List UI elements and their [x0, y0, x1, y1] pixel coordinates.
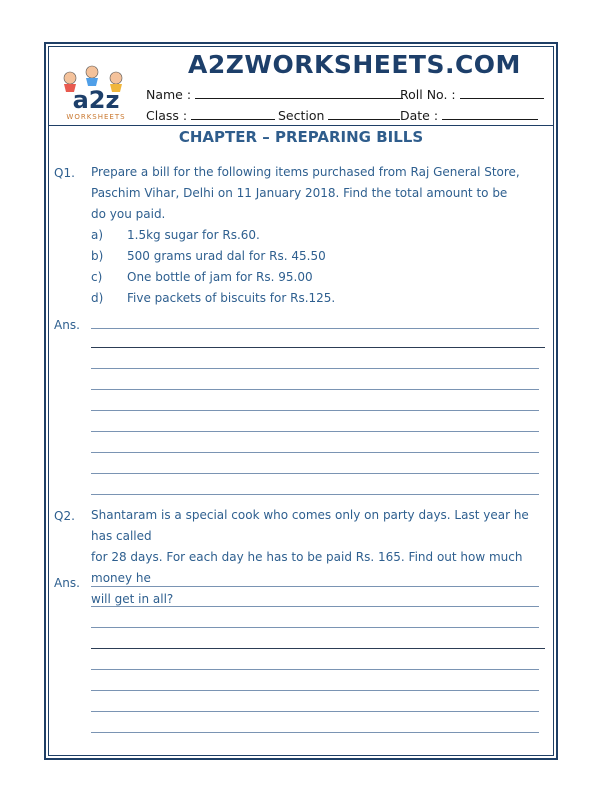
- q1-option-letter: a): [91, 228, 104, 242]
- q1-answer-line[interactable]: [91, 452, 539, 453]
- roll-label: Roll No. :: [400, 87, 456, 102]
- roll-field[interactable]: [400, 86, 544, 102]
- section-label: Section: [278, 108, 325, 123]
- q1-text: [91, 162, 543, 225]
- q2-line: will get in all?: [91, 592, 174, 606]
- name-blank[interactable]: [195, 86, 403, 99]
- section-field[interactable]: [278, 107, 400, 123]
- chapter-title: CHAPTER – PREPARING BILLS: [178, 128, 424, 146]
- class-field[interactable]: [146, 107, 275, 123]
- q2-number: Q2.: [54, 509, 75, 523]
- q2-answer-line[interactable]: [91, 732, 539, 733]
- q1-answer-line[interactable]: [91, 431, 539, 432]
- q1-option-letter: c): [91, 270, 103, 284]
- logo-a2z-text: a2z: [72, 86, 120, 114]
- class-label: Class :: [146, 108, 188, 123]
- q2-line: for 28 days. For each day he has to be paid Rs. 165. Find out how much money he: [91, 550, 523, 585]
- a2z-logo: [56, 64, 136, 122]
- site-title: A2ZWORKSHEETS.COM: [188, 50, 521, 79]
- q2-answer-line[interactable]: [91, 690, 539, 691]
- q2-line: Shantaram is a special cook who comes only on party days. Last year he has called: [91, 508, 529, 543]
- page-frame-inner: [48, 46, 554, 756]
- date-field[interactable]: [400, 107, 538, 123]
- q1-answer-label: Ans.: [54, 318, 80, 332]
- q1-answer-line[interactable]: [91, 347, 545, 348]
- q1-answer-line[interactable]: [91, 410, 539, 411]
- q1-line: Paschim Vihar, Delhi on 11 January 2018. Find the total amount to be: [91, 186, 508, 200]
- name-label: Name :: [146, 87, 192, 102]
- q1-answer-line[interactable]: [91, 473, 539, 474]
- q1-option-letter: d): [91, 291, 104, 305]
- section-blank[interactable]: [328, 107, 400, 120]
- logo-caption-text: WORKSHEETS: [66, 113, 126, 121]
- q2-answer-line[interactable]: [91, 648, 545, 649]
- q1-line: Prepare a bill for the following items purchased from Raj General Store,: [91, 165, 520, 179]
- q1-option-letter: b): [91, 249, 104, 263]
- q2-answer-line[interactable]: [91, 669, 539, 670]
- q1-option-text: 1.5kg sugar for Rs.60.: [127, 228, 260, 242]
- q1-number: Q1.: [54, 166, 75, 180]
- q1-option-text: 500 grams urad dal for Rs. 45.50: [127, 249, 326, 263]
- name-field[interactable]: [146, 86, 403, 102]
- q2-answer-label: Ans.: [54, 576, 80, 590]
- q1-option-text: One bottle of jam for Rs. 95.00: [127, 270, 313, 284]
- q2-answer-line[interactable]: [91, 606, 539, 607]
- q1-answer-line[interactable]: [91, 368, 539, 369]
- q2-answer-line[interactable]: [91, 586, 539, 587]
- q2-answer-line[interactable]: [91, 711, 539, 712]
- class-blank[interactable]: [191, 107, 275, 120]
- q2-answer-line[interactable]: [91, 627, 539, 628]
- header-divider: [48, 125, 554, 126]
- q1-option-text: Five packets of biscuits for Rs.125.: [127, 291, 336, 305]
- date-blank[interactable]: [442, 107, 538, 120]
- q1-answer-line[interactable]: [91, 494, 539, 495]
- q2-text: [91, 505, 543, 610]
- q1-answer-line[interactable]: [91, 389, 539, 390]
- q1-line: do you paid.: [91, 207, 166, 221]
- roll-blank[interactable]: [460, 86, 544, 99]
- q1-answer-line[interactable]: [91, 328, 539, 329]
- date-label: Date :: [400, 108, 439, 123]
